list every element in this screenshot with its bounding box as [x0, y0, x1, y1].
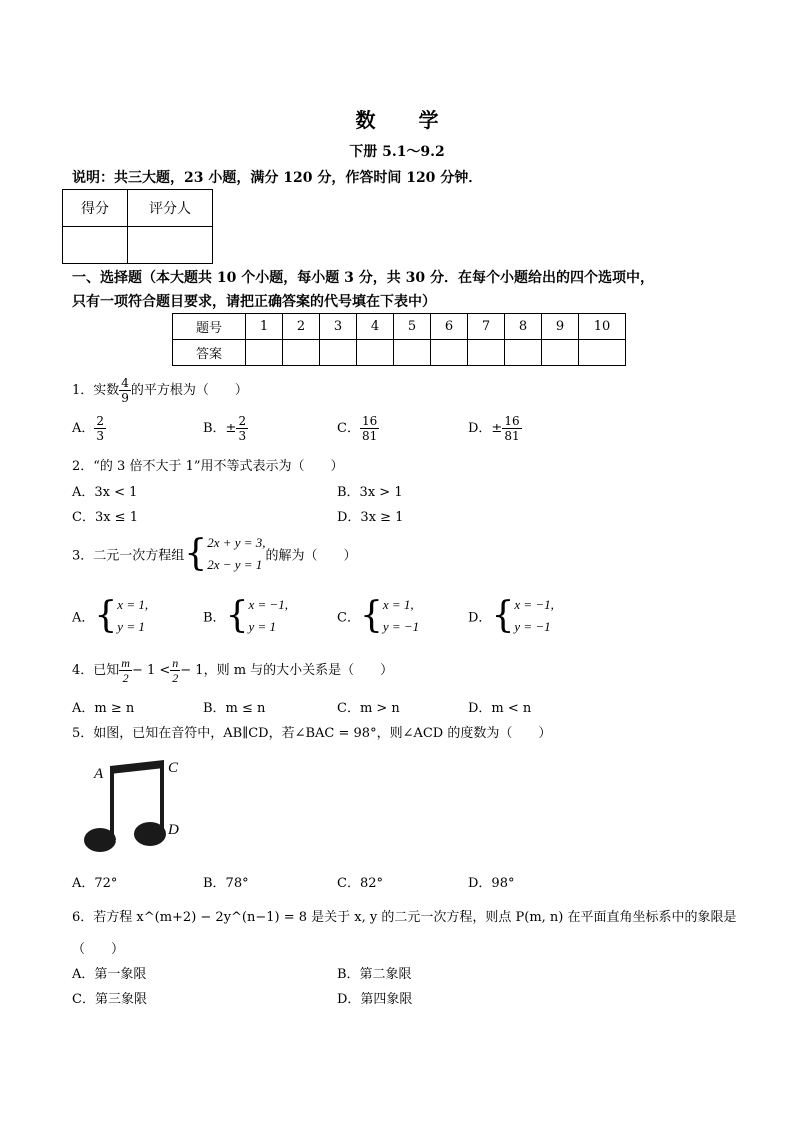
q6-option-d[interactable]: D．第四象限: [337, 992, 413, 1007]
q3-c2: y = −1: [382, 619, 420, 634]
q1-b-label: B．±: [203, 421, 237, 436]
q1-d-label: D．±: [468, 421, 503, 436]
score-header: 得分: [63, 190, 128, 227]
q3-d-label: D．: [468, 610, 492, 626]
grader-cell[interactable]: [128, 227, 213, 264]
q3-b2: y = 1: [248, 619, 277, 634]
q3-a2: y = 1: [117, 619, 145, 634]
note-stem-right: [160, 764, 164, 830]
answer-cell[interactable]: [246, 340, 283, 366]
grader-header: 评分人: [128, 190, 213, 227]
question-number: 6: [431, 314, 468, 340]
answer-cell[interactable]: [320, 340, 357, 366]
score-table: [62, 189, 213, 264]
note-head-left: [84, 828, 116, 852]
q1-b-den: 3: [238, 429, 247, 443]
q1-frac-num: 4: [121, 376, 129, 390]
answer-cell[interactable]: [542, 340, 579, 366]
q1-option-c[interactable]: [337, 414, 379, 443]
q3-option-b[interactable]: B．{ x = −1, y = 1: [203, 595, 289, 636]
answer-cell[interactable]: [283, 340, 320, 366]
q6-option-a[interactable]: A．第一象限: [72, 967, 147, 982]
answer-cell[interactable]: [505, 340, 542, 366]
q1-c-label: C．: [337, 421, 360, 436]
question-3-stem: 3．二元一次方程组{ 2x + y = 3, 2x − y = 1 的解为（ ）: [72, 533, 357, 574]
question-number: 9: [542, 314, 579, 340]
answer-table: [172, 313, 626, 366]
question-number: 4: [357, 314, 394, 340]
q4-stem-pre: 4．已知: [72, 663, 120, 678]
q4-mid: − 1 <: [131, 663, 171, 678]
fig-label-c: C: [168, 760, 179, 776]
q1-fraction: [119, 376, 131, 405]
music-note-figure: [80, 752, 200, 860]
page-title: 数 学: [355, 108, 457, 132]
fig-label-a: A: [94, 766, 104, 782]
q1-option-d[interactable]: [468, 414, 522, 443]
q1-frac-den: 9: [121, 391, 129, 405]
score-cell[interactable]: [63, 227, 128, 264]
q5-option-d[interactable]: D．98°: [468, 876, 515, 891]
note-stem-left: [110, 770, 114, 836]
q4-stem-post: − 1，则 m 与的大小关系是（ ）: [180, 663, 394, 678]
q3-a-label: A．: [72, 610, 95, 626]
q4-option-b[interactable]: B．m ≤ n: [203, 701, 266, 716]
page-subtitle: 下册 5.1～9.2: [349, 144, 445, 160]
answer-cell[interactable]: [579, 340, 626, 366]
answer-table-row2-label: 答案: [173, 340, 246, 366]
q3-b-label: B．: [203, 610, 226, 626]
q1-stem-post: 的平方根为（ ）: [130, 383, 248, 398]
q4-option-c[interactable]: C．m > n: [337, 701, 400, 716]
q3-stem-post: 的解为（ ）: [265, 548, 357, 564]
q3-d1: x = −1,: [514, 597, 554, 612]
q5-option-c[interactable]: C．82°: [337, 876, 383, 891]
q4-n-den: 2: [172, 671, 179, 685]
answer-table-row1-label: 题号: [173, 314, 246, 340]
answer-cell[interactable]: [431, 340, 468, 366]
question-number: 5: [394, 314, 431, 340]
question-number: 10: [579, 314, 626, 340]
exam-note: 说明：共三大题，23 小题，满分 120 分，作答时间 120 分钟．: [72, 170, 483, 186]
q3-eq2: 2x − y = 1: [207, 557, 263, 572]
q5-option-b[interactable]: B．78°: [203, 876, 249, 891]
q2-option-b[interactable]: B．3x > 1: [337, 485, 403, 500]
q1-a-num: 2: [96, 414, 105, 428]
q2-option-d[interactable]: D．3x ≥ 1: [337, 510, 404, 525]
question-1-stem: [72, 376, 248, 405]
q3-c1: x = 1,: [382, 597, 414, 612]
q1-option-b[interactable]: [203, 414, 248, 443]
q1-a-den: 3: [96, 429, 105, 443]
question-number: 7: [468, 314, 505, 340]
question-6-stem-cont: （ ）: [72, 942, 125, 957]
q4-n-num: n: [172, 656, 179, 670]
question-6-stem: 6．若方程 x^(m+2) − 2y^(n−1) = 8 是关于 x, y 的二元一次方程，则点 P(m, n) 在平面直角坐标系中的象限是: [72, 910, 737, 925]
question-number: 3: [320, 314, 357, 340]
note-head-right: [134, 822, 166, 846]
q3-c-label: C．: [337, 610, 360, 626]
q4-option-d[interactable]: D．m < n: [468, 701, 532, 716]
fig-label-d: D: [168, 822, 179, 838]
q3-d2: y = −1: [514, 619, 551, 634]
q1-d-den: 81: [504, 429, 520, 443]
question-number: 1: [246, 314, 283, 340]
q4-m-num: m: [121, 656, 130, 670]
question-2-stem: 2．“的 3 倍不大于 1”用不等式表示为（ ）: [72, 459, 344, 474]
q3-option-c[interactable]: C．{ x = 1, y = −1: [337, 595, 420, 636]
section1-line2: 只有一项符合题目要求，请把正确答案的代号填在下表中）: [72, 294, 436, 310]
q1-c-num: 16: [361, 414, 378, 428]
q4-option-a[interactable]: A．m ≥ n: [72, 701, 135, 716]
q2-option-c[interactable]: C．3x ≤ 1: [72, 510, 138, 525]
q6-option-c[interactable]: C．第三象限: [72, 992, 147, 1007]
q2-option-a[interactable]: A．3x < 1: [72, 485, 138, 500]
q6-option-b[interactable]: B．第二象限: [337, 967, 412, 982]
q1-c-den: 81: [361, 429, 378, 443]
q1-a-label: A．: [72, 421, 95, 436]
fig-label-b: B: [115, 829, 125, 845]
q3-eq1: 2x + y = 3,: [207, 535, 266, 550]
question-4-stem: [72, 656, 393, 685]
answer-cell[interactable]: [394, 340, 431, 366]
q1-option-a[interactable]: [72, 414, 106, 443]
answer-cell[interactable]: [468, 340, 505, 366]
q3-b1: x = −1,: [248, 597, 289, 612]
question-5-stem: 5．如图，已知在音符中，AB∥CD，若∠BAC = 98°，则∠ACD 的度数为（ ）: [72, 726, 552, 741]
q1-d-num: 16: [504, 414, 520, 428]
answer-cell[interactable]: [357, 340, 394, 366]
section1-line1: 一、选择题（本大题共 10 个小题，每小题 3 分，共 30 分．在每个小题给出的四个选项中，: [72, 270, 654, 286]
question-number: 2: [283, 314, 320, 340]
q1-stem-pre: 1．实数: [72, 383, 120, 398]
q3-stem-pre: 3．二元一次方程组: [72, 548, 185, 564]
note-beam: [110, 760, 164, 774]
q4-m-den: 2: [122, 671, 129, 685]
q1-b-num: 2: [238, 414, 247, 428]
q5-option-a[interactable]: A．72°: [72, 876, 118, 891]
q3-a1: x = 1,: [117, 597, 149, 612]
q3-option-a[interactable]: A．{ x = 1, y = 1: [72, 595, 149, 636]
q3-option-d[interactable]: D．{ x = −1, y = −1: [468, 595, 554, 636]
question-number: 8: [505, 314, 542, 340]
